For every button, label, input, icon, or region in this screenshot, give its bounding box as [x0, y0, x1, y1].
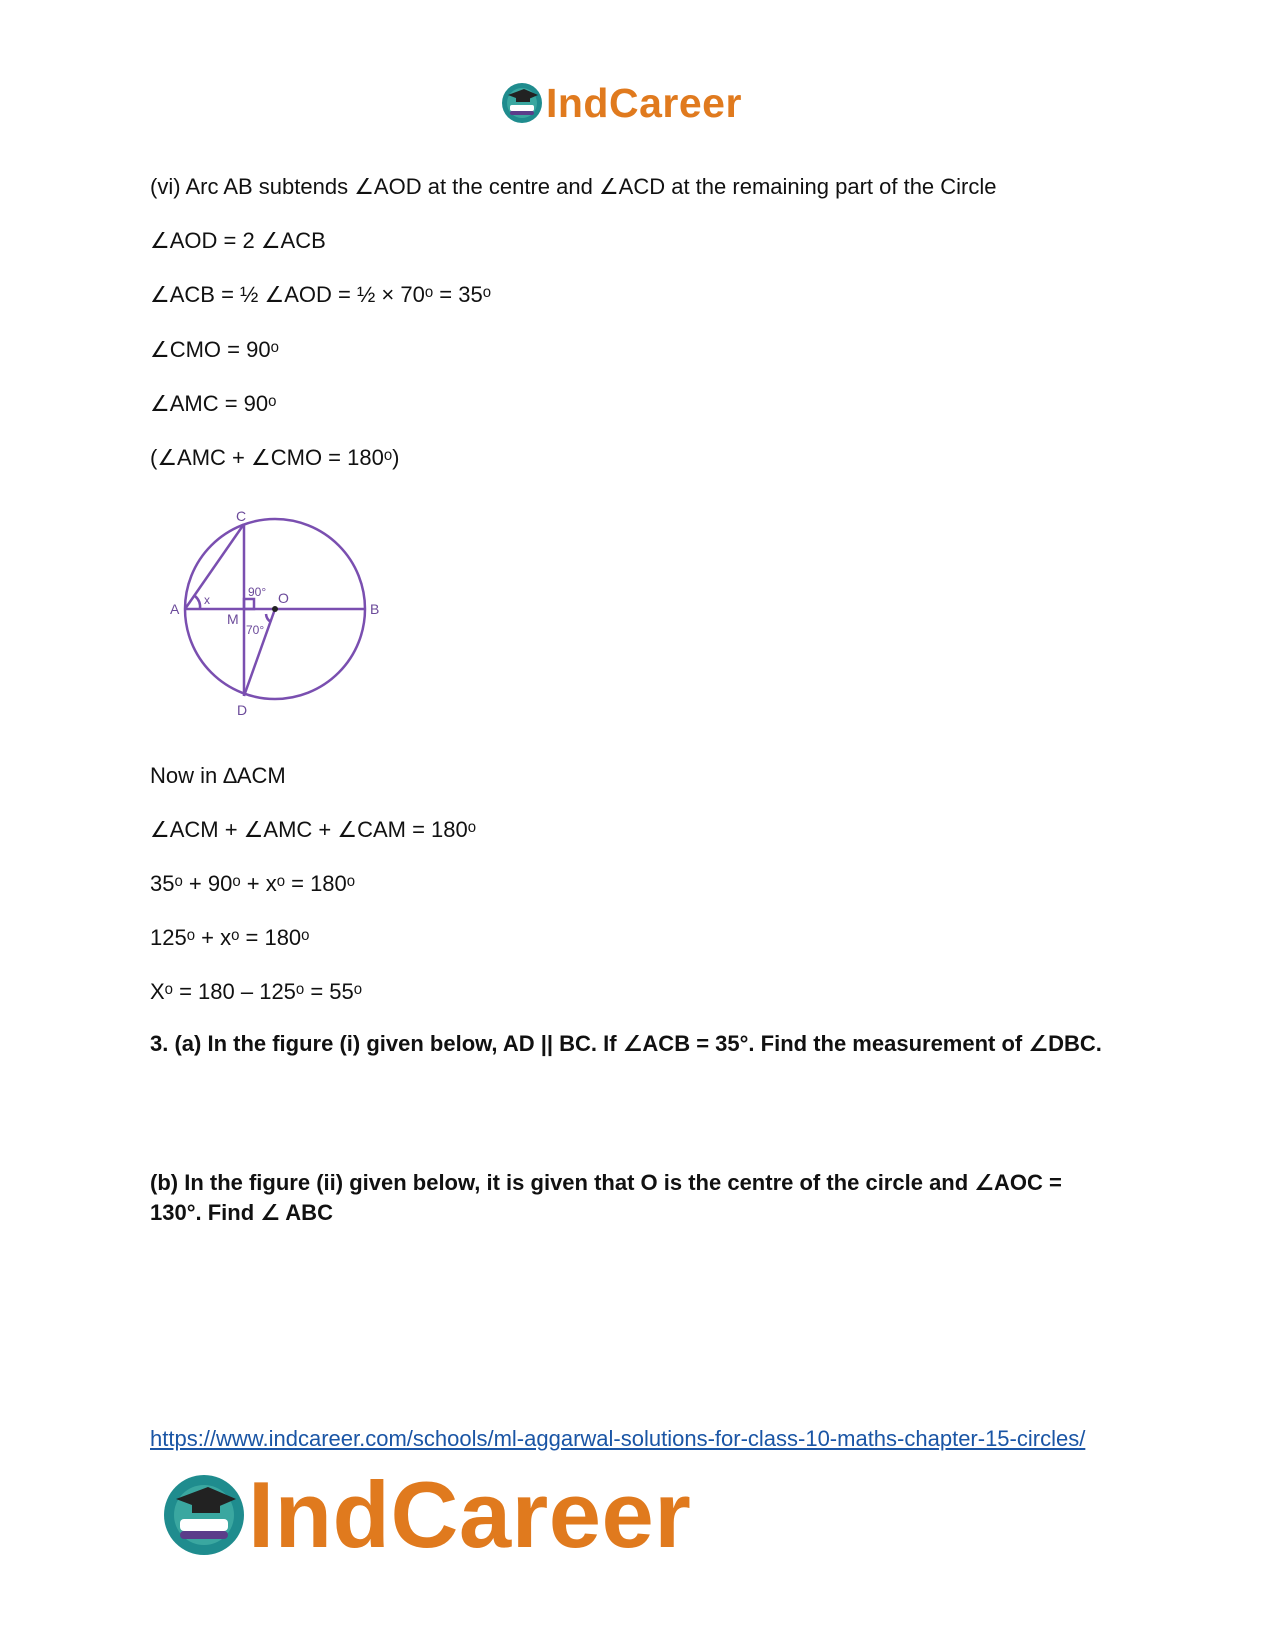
solution-line: Now in ∆ACM: [150, 763, 286, 788]
solution-line: (∠AMC + ∠CMO = 180ᵒ): [150, 445, 400, 470]
footer-logo: [160, 1462, 692, 1567]
label-b: B: [370, 601, 380, 617]
label-c: C: [236, 510, 247, 524]
question-3b: (b) In the figure (ii) given below, it is given that O is the centre of the circle and ∠AOC = 130°. Find ∠ ABC: [150, 1170, 1062, 1225]
solution-line: (vi) Arc AB subtends ∠AOD at the centre and ∠ACD at the remaining part of the Circle: [150, 174, 997, 199]
circle-figure: [160, 510, 390, 725]
graduation-cap-logo-icon: [160, 1471, 248, 1559]
centre-point: [272, 606, 278, 612]
brand-name: IndCareer: [248, 1462, 692, 1567]
solution-line: 35ᵒ + 90ᵒ + xᵒ = 180ᵒ: [150, 871, 356, 896]
solution-line: ∠ACM + ∠AMC + ∠CAM = 180ᵒ: [150, 817, 477, 842]
source-link[interactable]: https://www.indcareer.com/schools/ml-aggarwal-solutions-for-class-10-maths-chapter-15-circles/: [150, 1426, 1086, 1451]
label-o: O: [278, 590, 289, 606]
brand-name: IndCareer: [546, 79, 742, 126]
right-angle-mark: [244, 599, 254, 609]
solution-line: ∠CMO = 90ᵒ: [150, 337, 279, 362]
question-3a: 3. (a) In the figure (i) given below, AD || BC. If ∠ACB = 35°. Find the measurement of ∠DBC.: [150, 1031, 1102, 1056]
solution-line: ∠AOD = 2 ∠ACB: [150, 228, 326, 253]
angle-70-arc: [266, 614, 271, 622]
solution-line: Xᵒ = 180 – 125ᵒ = 55ᵒ: [150, 979, 363, 1004]
solution-line: 125ᵒ + xᵒ = 180ᵒ: [150, 925, 310, 950]
label-x: x: [204, 593, 210, 607]
angle-x-arc: [195, 596, 200, 609]
label-d: D: [237, 702, 248, 718]
graduation-cap-logo-icon: [500, 81, 544, 125]
label-m: M: [227, 611, 239, 627]
chord-ac: [185, 524, 244, 609]
solution-line: ∠ACB = ½ ∠AOD = ½ × 70ᵒ = 35ᵒ: [150, 282, 491, 307]
header-logo: [500, 78, 742, 128]
label-a: A: [170, 601, 180, 617]
label-90: 90°: [248, 585, 267, 599]
label-70: 70°: [246, 623, 265, 637]
solution-line: ∠AMC = 90ᵒ: [150, 391, 277, 416]
